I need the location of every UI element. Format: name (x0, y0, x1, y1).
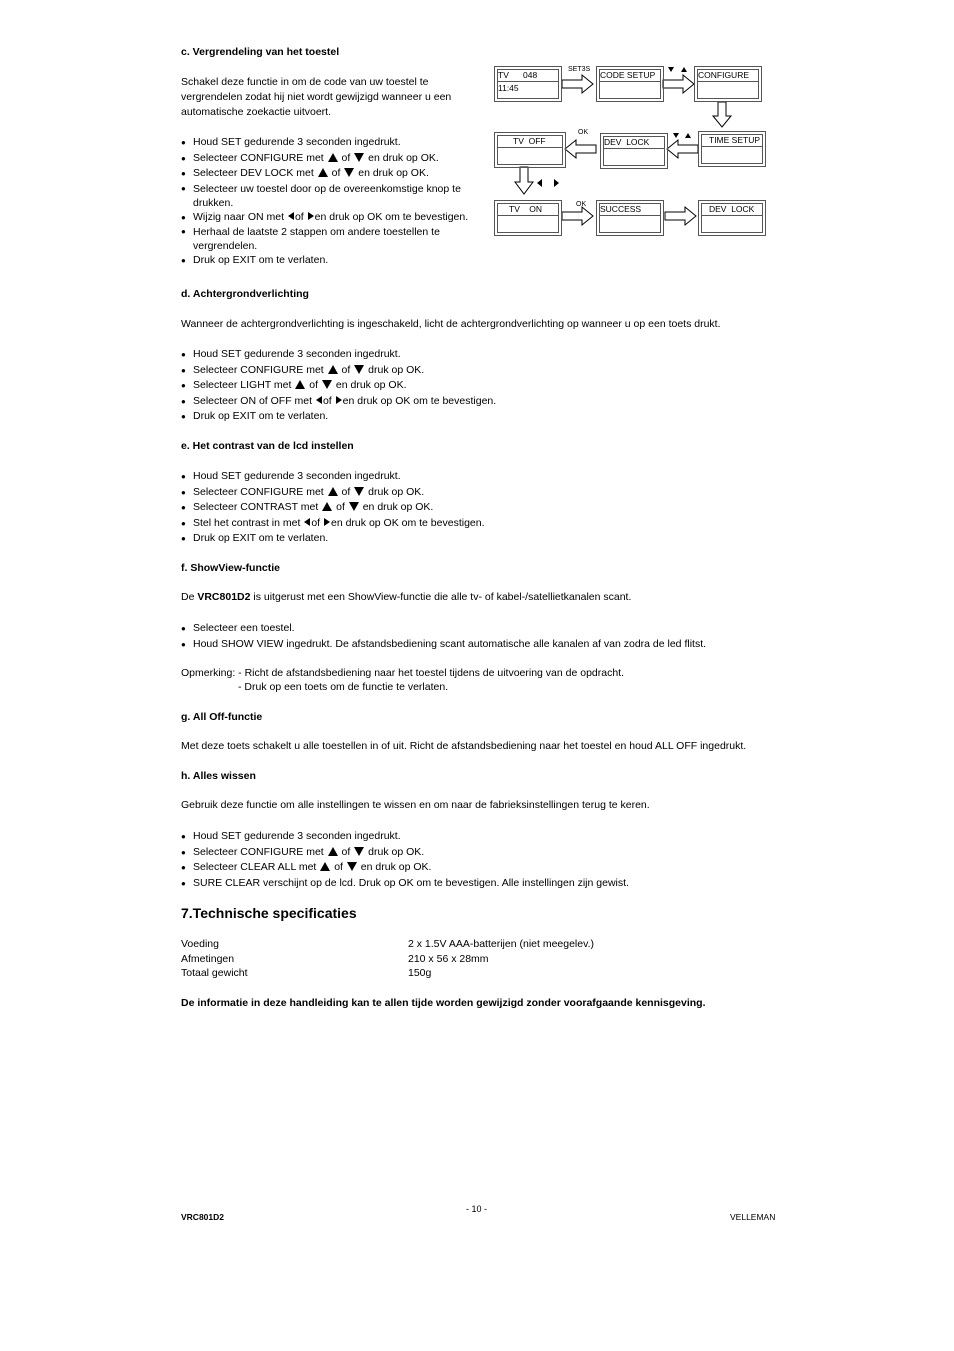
intro-line: Schakel deze functie in om de code van uw toestel te (181, 76, 429, 88)
arrow-up-icon (685, 133, 691, 138)
spec-key: Totaal gewicht (181, 967, 248, 979)
arrow-right-icon (324, 518, 330, 526)
arrow-left-icon (316, 396, 322, 404)
arrow-down-icon (322, 380, 332, 389)
list-item: ● Druk op EXIT om te verlaten. (181, 253, 481, 269)
arrow-up-icon (328, 153, 338, 162)
section-f-note-2: - Druk op een toets om de functie te verlaten. (238, 681, 449, 693)
arrow-up-icon (328, 365, 338, 374)
section-e-heading: e. Het contrast van de lcd instellen (181, 440, 354, 452)
list-item: ● Selecteer CLEAR ALL met of en druk op OK. (181, 860, 781, 876)
list-item: ● Houd SET gedurende 3 seconden ingedrukt. (181, 347, 781, 363)
list-item: ● Selecteer CONFIGURE met of druk op OK. (181, 485, 781, 501)
footer-brand: VELLEMAN (730, 1212, 776, 1222)
specs-heading: 7.Technische specificaties (181, 905, 357, 921)
section-c-heading: c. Vergrendeling van het toestel (181, 46, 340, 58)
section-f-note-1: Opmerking: - Richt de afstandsbediening naar het toestel tijdens de uitvoering van de opdracht. (181, 667, 625, 679)
section-g-heading: g. All Off-functie (181, 711, 263, 723)
section-d-intro: Wanneer de achtergrondverlichting is ingeschakeld, licht de achtergrondverlichting op wanneer u op een toets drukt. (181, 318, 721, 330)
list-item: ● Selecteer ON of OFF met of en druk op OK om te bevestigen. (181, 394, 781, 410)
arrow-up-icon (328, 487, 338, 496)
spec-row (181, 967, 781, 981)
flow-arrow-right-icon (665, 207, 696, 225)
spec-row (181, 938, 781, 952)
section-f-intro: De VRC801D2 is uitgerust met een ShowView-functie die alle tv- of kabel-/satellietkanalen scant. (181, 591, 632, 603)
list-item: ● Selecteer LIGHT met of en druk op OK. (181, 378, 781, 394)
lcd-screen-success: SUCCESS (596, 200, 664, 236)
section-f-bullets (181, 621, 781, 652)
lcd-flow-diagram (490, 60, 770, 240)
arrow-down-icon (668, 67, 674, 72)
section-g-intro: Met deze toets schakelt u alle toestellen in of uit. Richt de afstandsbediening naar het toestel en houd ALL OFF ingedrukt. (181, 740, 747, 752)
list-item: ● Wijzig naar ON met of en druk op OK om te bevestigen. (181, 210, 481, 226)
list-item: ● Stel het contrast in met of en druk op OK om te bevestigen. (181, 516, 781, 532)
spec-value: 210 x 56 x 28mm (408, 953, 489, 965)
intro-line: vergrendelen zodat hij niet wordt gewijzigd wanneer u een (181, 91, 452, 103)
arrow-right-icon (336, 396, 342, 404)
section-e-bullets (181, 469, 781, 547)
arrow-down-icon (354, 487, 364, 496)
flow-arrow-down-icon (713, 102, 731, 127)
disclaimer: De informatie in deze handleiding kan te allen tijde worden gewijzigd zonder voorafgaande kennisgeving. (181, 997, 706, 1009)
list-item: ● Selecteer CONFIGURE met of druk op OK. (181, 845, 781, 861)
page-number: - 10 - (466, 1204, 488, 1214)
lcd-screen-time-setup: TIME SETUP (698, 131, 766, 167)
spec-value: 2 x 1.5V AAA-batterijen (niet meegelev.) (408, 938, 594, 950)
arrow-left-icon (288, 212, 294, 220)
spec-value: 150g (408, 967, 432, 979)
spec-row (181, 953, 781, 967)
section-h-intro: Gebruik deze functie om alle instellingen te wissen en om naar de fabrieksinstellingen terug te keren. (181, 799, 650, 811)
arrow-up-icon (295, 380, 305, 389)
section-c-bullets (181, 135, 481, 269)
arrow-up-icon (318, 168, 328, 177)
list-item: ● Herhaal de laatste 2 stappen om andere toestellen te vergrendelen. (181, 225, 481, 253)
flow-arrow-right-icon (562, 207, 593, 225)
set3s-label: SET3S (568, 66, 591, 73)
flow-arrow-down-icon (515, 167, 533, 194)
section-h-heading: h. Alles wissen (181, 770, 256, 782)
flow-arrow-right-icon (663, 75, 694, 93)
arrow-down-icon (354, 847, 364, 856)
intro-line: automatische zoekactie uitvoert. (181, 106, 331, 118)
list-item: ● Houd SET gedurende 3 seconden ingedrukt. (181, 135, 481, 151)
arrow-right-icon (554, 179, 559, 187)
section-d-heading: d. Achtergrondverlichting (181, 288, 309, 300)
section-c-intro (181, 75, 481, 120)
list-item: ● Selecteer CONFIGURE met of druk op OK. (181, 363, 781, 379)
model-name: VRC801D2 (197, 591, 251, 603)
spec-key: Afmetingen (181, 953, 235, 965)
section-d-bullets (181, 347, 781, 425)
arrow-down-icon (354, 365, 364, 374)
arrow-down-icon (354, 153, 364, 162)
list-item: ● Druk op EXIT om te verlaten. (181, 531, 781, 547)
list-item: ● Houd SET gedurende 3 seconden ingedrukt. (181, 469, 781, 485)
ok-label: OK (578, 129, 589, 136)
arrow-down-icon (673, 133, 679, 138)
list-item: ● Selecteer een toestel. (181, 621, 781, 637)
footer-model: VRC801D2 (181, 1212, 224, 1222)
arrow-down-icon (349, 502, 359, 511)
flow-arrow-left-icon (667, 140, 698, 158)
list-item: ● Druk op EXIT om te verlaten. (181, 409, 781, 425)
arrow-up-icon (322, 502, 332, 511)
lcd-screen-configure: CONFIGURE (694, 66, 762, 102)
lcd-screen-code-setup: CODE SETUP (596, 66, 664, 102)
list-item: ● SURE CLEAR verschijnt op de lcd. Druk op OK om te bevestigen. Alle instellingen zijn gewist. (181, 876, 781, 892)
arrow-up-icon (681, 67, 687, 72)
arrow-up-icon (328, 847, 338, 856)
lcd-screen-dev-lock: DEV LOCK (600, 133, 668, 169)
lcd-screen-home: TV 048 11:45 (494, 66, 562, 102)
arrow-up-icon (320, 862, 330, 871)
arrow-left-icon (537, 179, 542, 187)
spec-key: Voeding (181, 938, 219, 950)
list-item: ● Houd SET gedurende 3 seconden ingedrukt. (181, 829, 781, 845)
list-item: ● Selecteer uw toestel door op de overeenkomstige knop te drukken. (181, 182, 481, 210)
lcd-screen-dev-lock-final: DEV LOCK (698, 200, 766, 236)
arrow-right-icon (308, 212, 314, 220)
arrow-left-icon (304, 518, 310, 526)
lcd-screen-tv-on: TV ON (494, 200, 562, 236)
section-f-heading: f. ShowView-functie (181, 562, 280, 574)
flow-arrow-right-icon (562, 75, 593, 93)
flow-arrow-left-icon (565, 140, 596, 158)
list-item: ● Selecteer DEV LOCK met of en druk op OK. (181, 166, 481, 182)
arrow-down-icon (347, 862, 357, 871)
ok-label: OK (576, 201, 587, 208)
lcd-screen-tv-off: TV OFF (494, 132, 566, 168)
list-item: ● Selecteer CONFIGURE met of en druk op OK. (181, 151, 481, 167)
section-h-bullets (181, 829, 781, 891)
list-item: ● Selecteer CONTRAST met of en druk op OK. (181, 500, 781, 516)
arrow-down-icon (344, 168, 354, 177)
list-item: ● Houd SHOW VIEW ingedrukt. De afstandsbediening scant automatische alle kanalen af van zodra de led flitst. (181, 637, 781, 653)
